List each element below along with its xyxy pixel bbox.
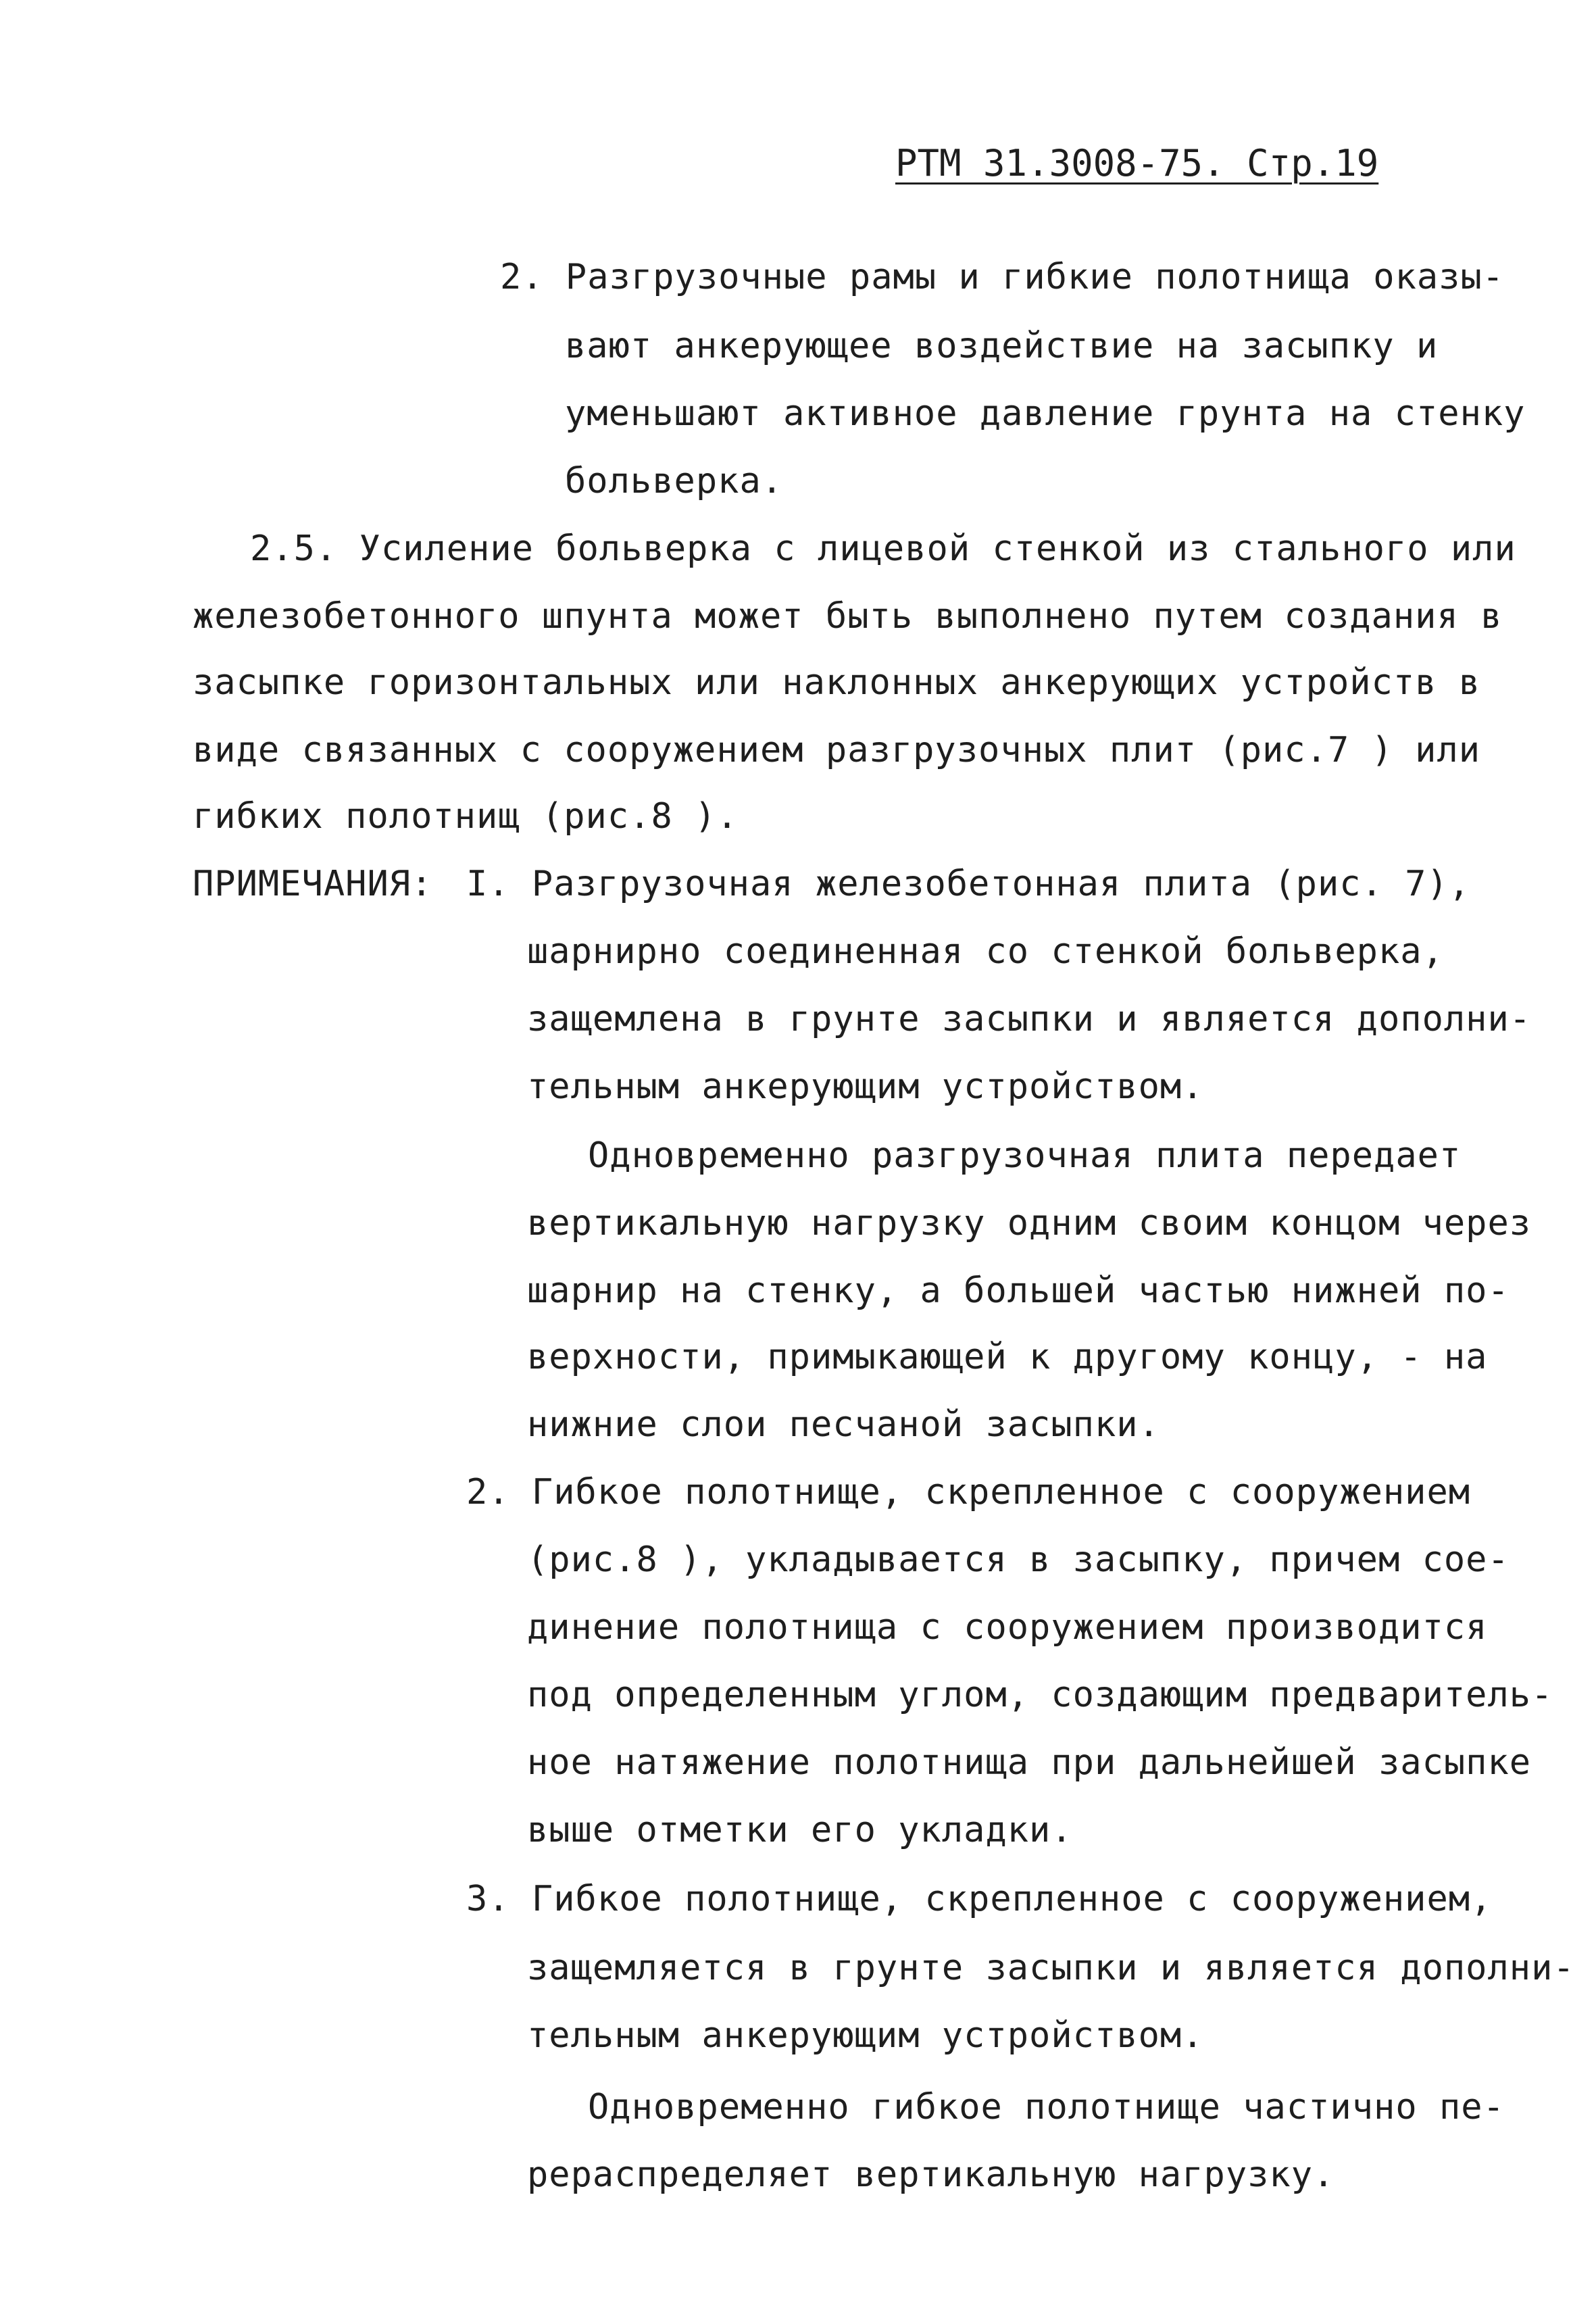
note-1-para-2-line-4: верхности, примыкающей к другому концу, - на bbox=[527, 1337, 1488, 1377]
note-1-line-1: I. Разгрузочная железобетонная плита (рис. 7), bbox=[466, 864, 1471, 904]
section-2-5-line-5: гибких полотнищ (рис.8 ). bbox=[193, 796, 739, 837]
note-1-line-4: тельным анкерующим устройством. bbox=[527, 1066, 1204, 1107]
note-2-line-6: выше отметки его укладки. bbox=[527, 1810, 1073, 1850]
page-header: РТМ 31.3008-75. Стр.19 bbox=[895, 142, 1379, 184]
section-2-5-line-3: засыпке горизонтальных или наклонных анкерующих устройств в bbox=[193, 662, 1481, 703]
item-2-line-4: больверка. bbox=[565, 461, 784, 501]
note-3-line-1: 3. Гибкое полотнище, скрепленное с сооружением, bbox=[466, 1879, 1493, 1919]
note-2-line-5: ное натяжение полотнища при дальнейшей засыпке bbox=[527, 1742, 1532, 1783]
note-3-line-3: тельным анкерующим устройством. bbox=[527, 2015, 1204, 2056]
note-2-line-3: динение полотнища с сооружением производится bbox=[527, 1607, 1488, 1648]
section-2-5-line-4: виде связанных с сооружением разгрузочных плит (рис.7 ) или bbox=[193, 730, 1481, 770]
section-2-5-line-2: железобетонного шпунта может быть выполнено путем создания в bbox=[193, 596, 1503, 637]
section-2-5-line-1: 2.5. Усиление больверка с лицевой стенкой из стального или bbox=[250, 528, 1516, 569]
note-1-line-3: защемлена в грунте засыпки и является дополни- bbox=[527, 999, 1532, 1039]
note-3-para-2-line-1: Одновременно гибкое полотнище частично пе- bbox=[588, 2087, 1505, 2127]
note-3-line-2: защемляется в грунте засыпки и является дополни- bbox=[527, 1948, 1575, 1988]
note-1-para-2-line-5: нижние слои песчаной засыпки. bbox=[527, 1404, 1160, 1445]
note-2-line-1: 2. Гибкое полотнище, скрепленное с сооружением bbox=[466, 1472, 1471, 1512]
note-1-para-2-line-2: вертикальную нагрузку одним своим концом через bbox=[527, 1203, 1532, 1244]
note-1-para-2-line-3: шарнир на стенку, а большей частью нижней по- bbox=[527, 1271, 1510, 1311]
note-1-line-2: шарнирно соединенная со стенкой больверка, bbox=[527, 931, 1444, 972]
item-2-line-2: вают анкерующее воздействие на засыпку и bbox=[565, 326, 1439, 366]
note-2-line-4: под определенным углом, создающим предваритель- bbox=[527, 1675, 1553, 1715]
item-2-line-1: 2. Разгрузочные рамы и гибкие полотнища оказы- bbox=[500, 257, 1505, 297]
notes-label: ПРИМЕЧАНИЯ: bbox=[193, 864, 433, 904]
item-2-line-3: уменьшают активное давление грунта на стенку bbox=[565, 393, 1526, 434]
note-3-para-2-line-2: рераспределяет вертикальную нагрузку. bbox=[527, 2155, 1335, 2195]
note-1-para-2-line-1: Одновременно разгрузочная плита передает bbox=[588, 1135, 1462, 1176]
note-2-line-2: (рис.8 ), укладывается в засыпку, причем сое- bbox=[527, 1540, 1510, 1580]
